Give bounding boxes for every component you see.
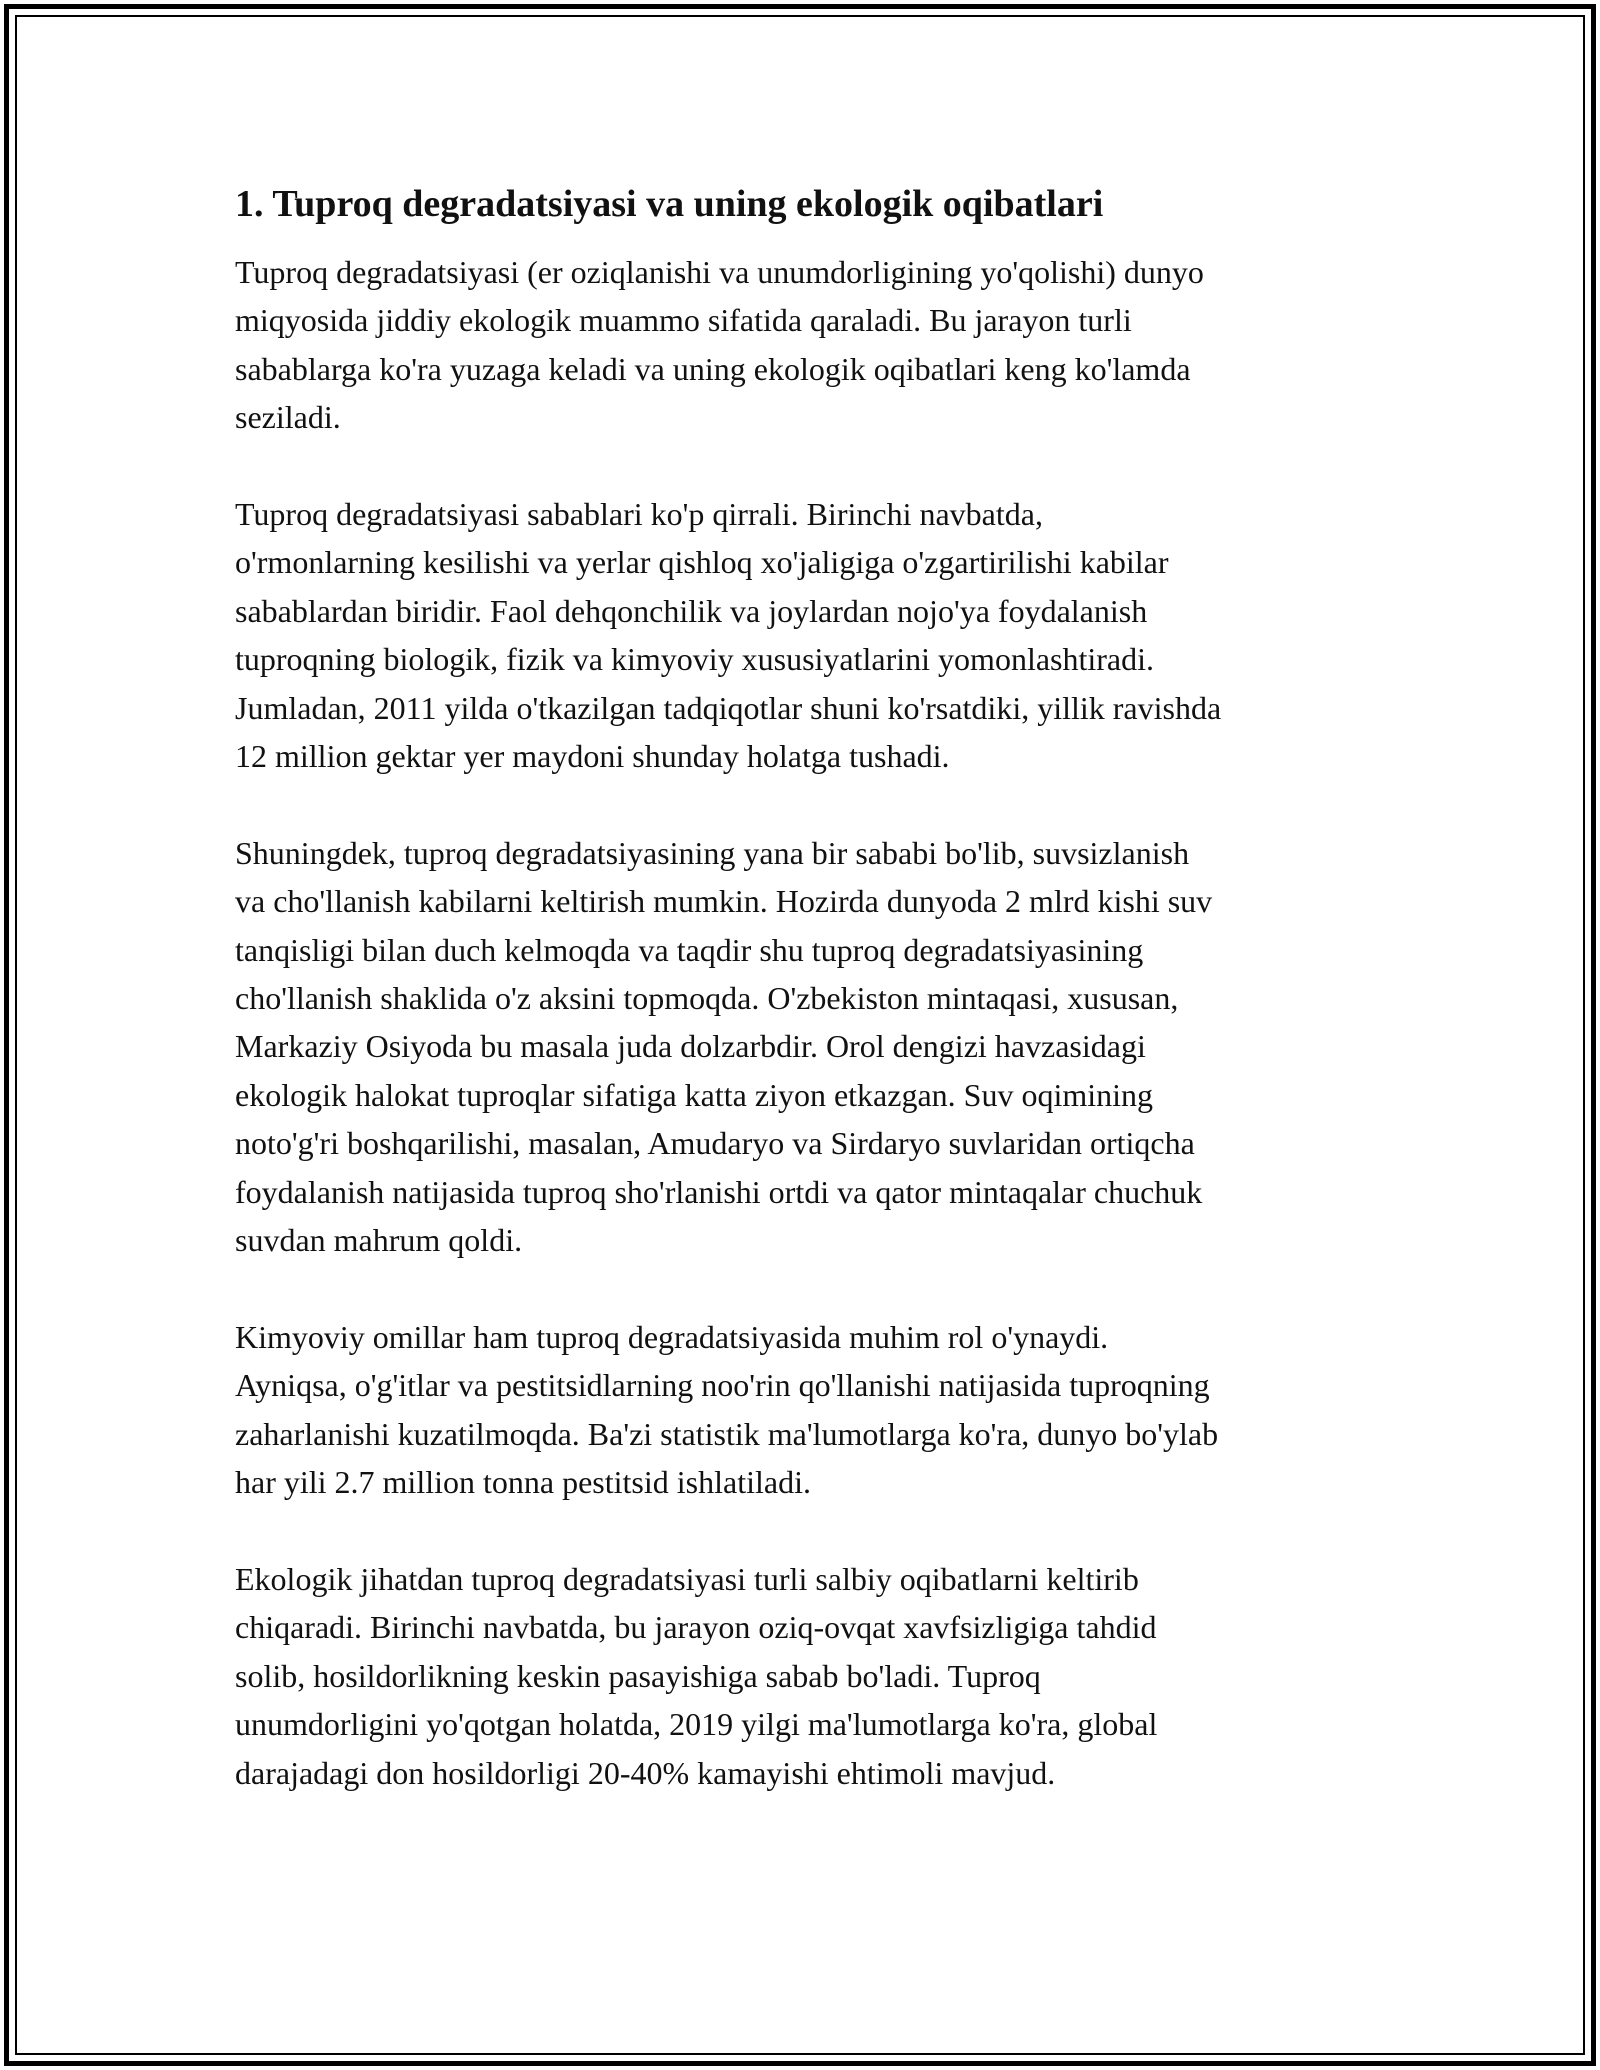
section-title: 1. Tuproq degradatsiyasi va uning ekologik oqibatlari (235, 183, 1104, 225)
paragraph-consequences: Ekologik jihatdan tuproq degradatsiyasi turli salbiy oqibatlarni keltirib chiqaradi. Birinchi navbatda, bu jarayon oziq-ovqat xavfsizligiga tahdid solib, hosildorlikning keskin pasayishiga sabab bo'ladi. Tuproq unumdorligini yo'qotgan holatda, 2019 yilgi ma'lumotlarga ko'ra, global darajadagi don hosildorligi 20-40% kamayishi ehtimoli mavjud. (235, 1560, 1158, 1791)
document-body (235, 178, 1375, 1845)
paragraph-intro: Tuproq degradatsiyasi (er oziqlanishi va unumdorligining yo'qolishi) dunyo miqyosida jiddiy ekologik muammo sifatida qaraladi. Bu jarayon turli sabablarga ko'ra yuzaga keladi va uning ekologik oqibatlari keng ko'lamda seziladi. (235, 254, 1204, 436)
paragraph-causes: Tuproq degradatsiyasi sabablari ko'p qirrali. Birinchi navbatda, o'rmonlarning kesilishi va yerlar qishloq xo'jaligiga o'zgartirilishi kabilar sabablardan biridir. Faol dehqonchilik va joylardan nojo'ya foydalanish tuproqning biologik, fizik va kimyoviy xususiyatlarini yomonlashtiradi. Jumladan, 2011 yilda o'tkazilgan tadqiqotlar shuni ko'rsatdiki, yillik ravishda 12 million gektar yer maydoni shunday holatga tushadi. (235, 496, 1222, 775)
paragraph-desertification: Shuningdek, tuproq degradatsiyasining yana bir sababi bo'lib, suvsizlanish va cho'llanish kabilarni keltirish mumkin. Hozirda dunyoda 2 mlrd kishi suv tanqisligi bilan duch kelmoqda va taqdir shu tuproq degradatsiyasining cho'llanish shaklida o'z aksini topmoqda. O'zbekiston mintaqasi, xususan, Markaziy Osiyoda bu masala juda dolzarbdir. Orol dengizi havzasidagi ekologik halokat tuproqlar sifatiga katta ziyon etkazgan. Suv oqimining noto'g'ri boshqarilishi, masalan, Amudaryo va Sirdaryo suvlaridan ortiqcha foydalanish natijasida tuproq sho'rlanishi ortdi va qator mintaqalar chuchuk suvdan mahrum qoldi. (235, 834, 1213, 1259)
paragraph-chemical-factors: Kimyoviy omillar ham tuproq degradatsiyasida muhim rol o'ynaydi. Ayniqsa, o'g'itlar va pestitsidlarning noo'rin qo'llanishi natijasida tuproqning zaharlanishi kuzatilmoqda. Ba'zi statistik ma'lumotlarga ko'ra, dunyo bo'ylab har yili 2.7 million tonna pestitsid ishlatiladi. (235, 1318, 1219, 1501)
